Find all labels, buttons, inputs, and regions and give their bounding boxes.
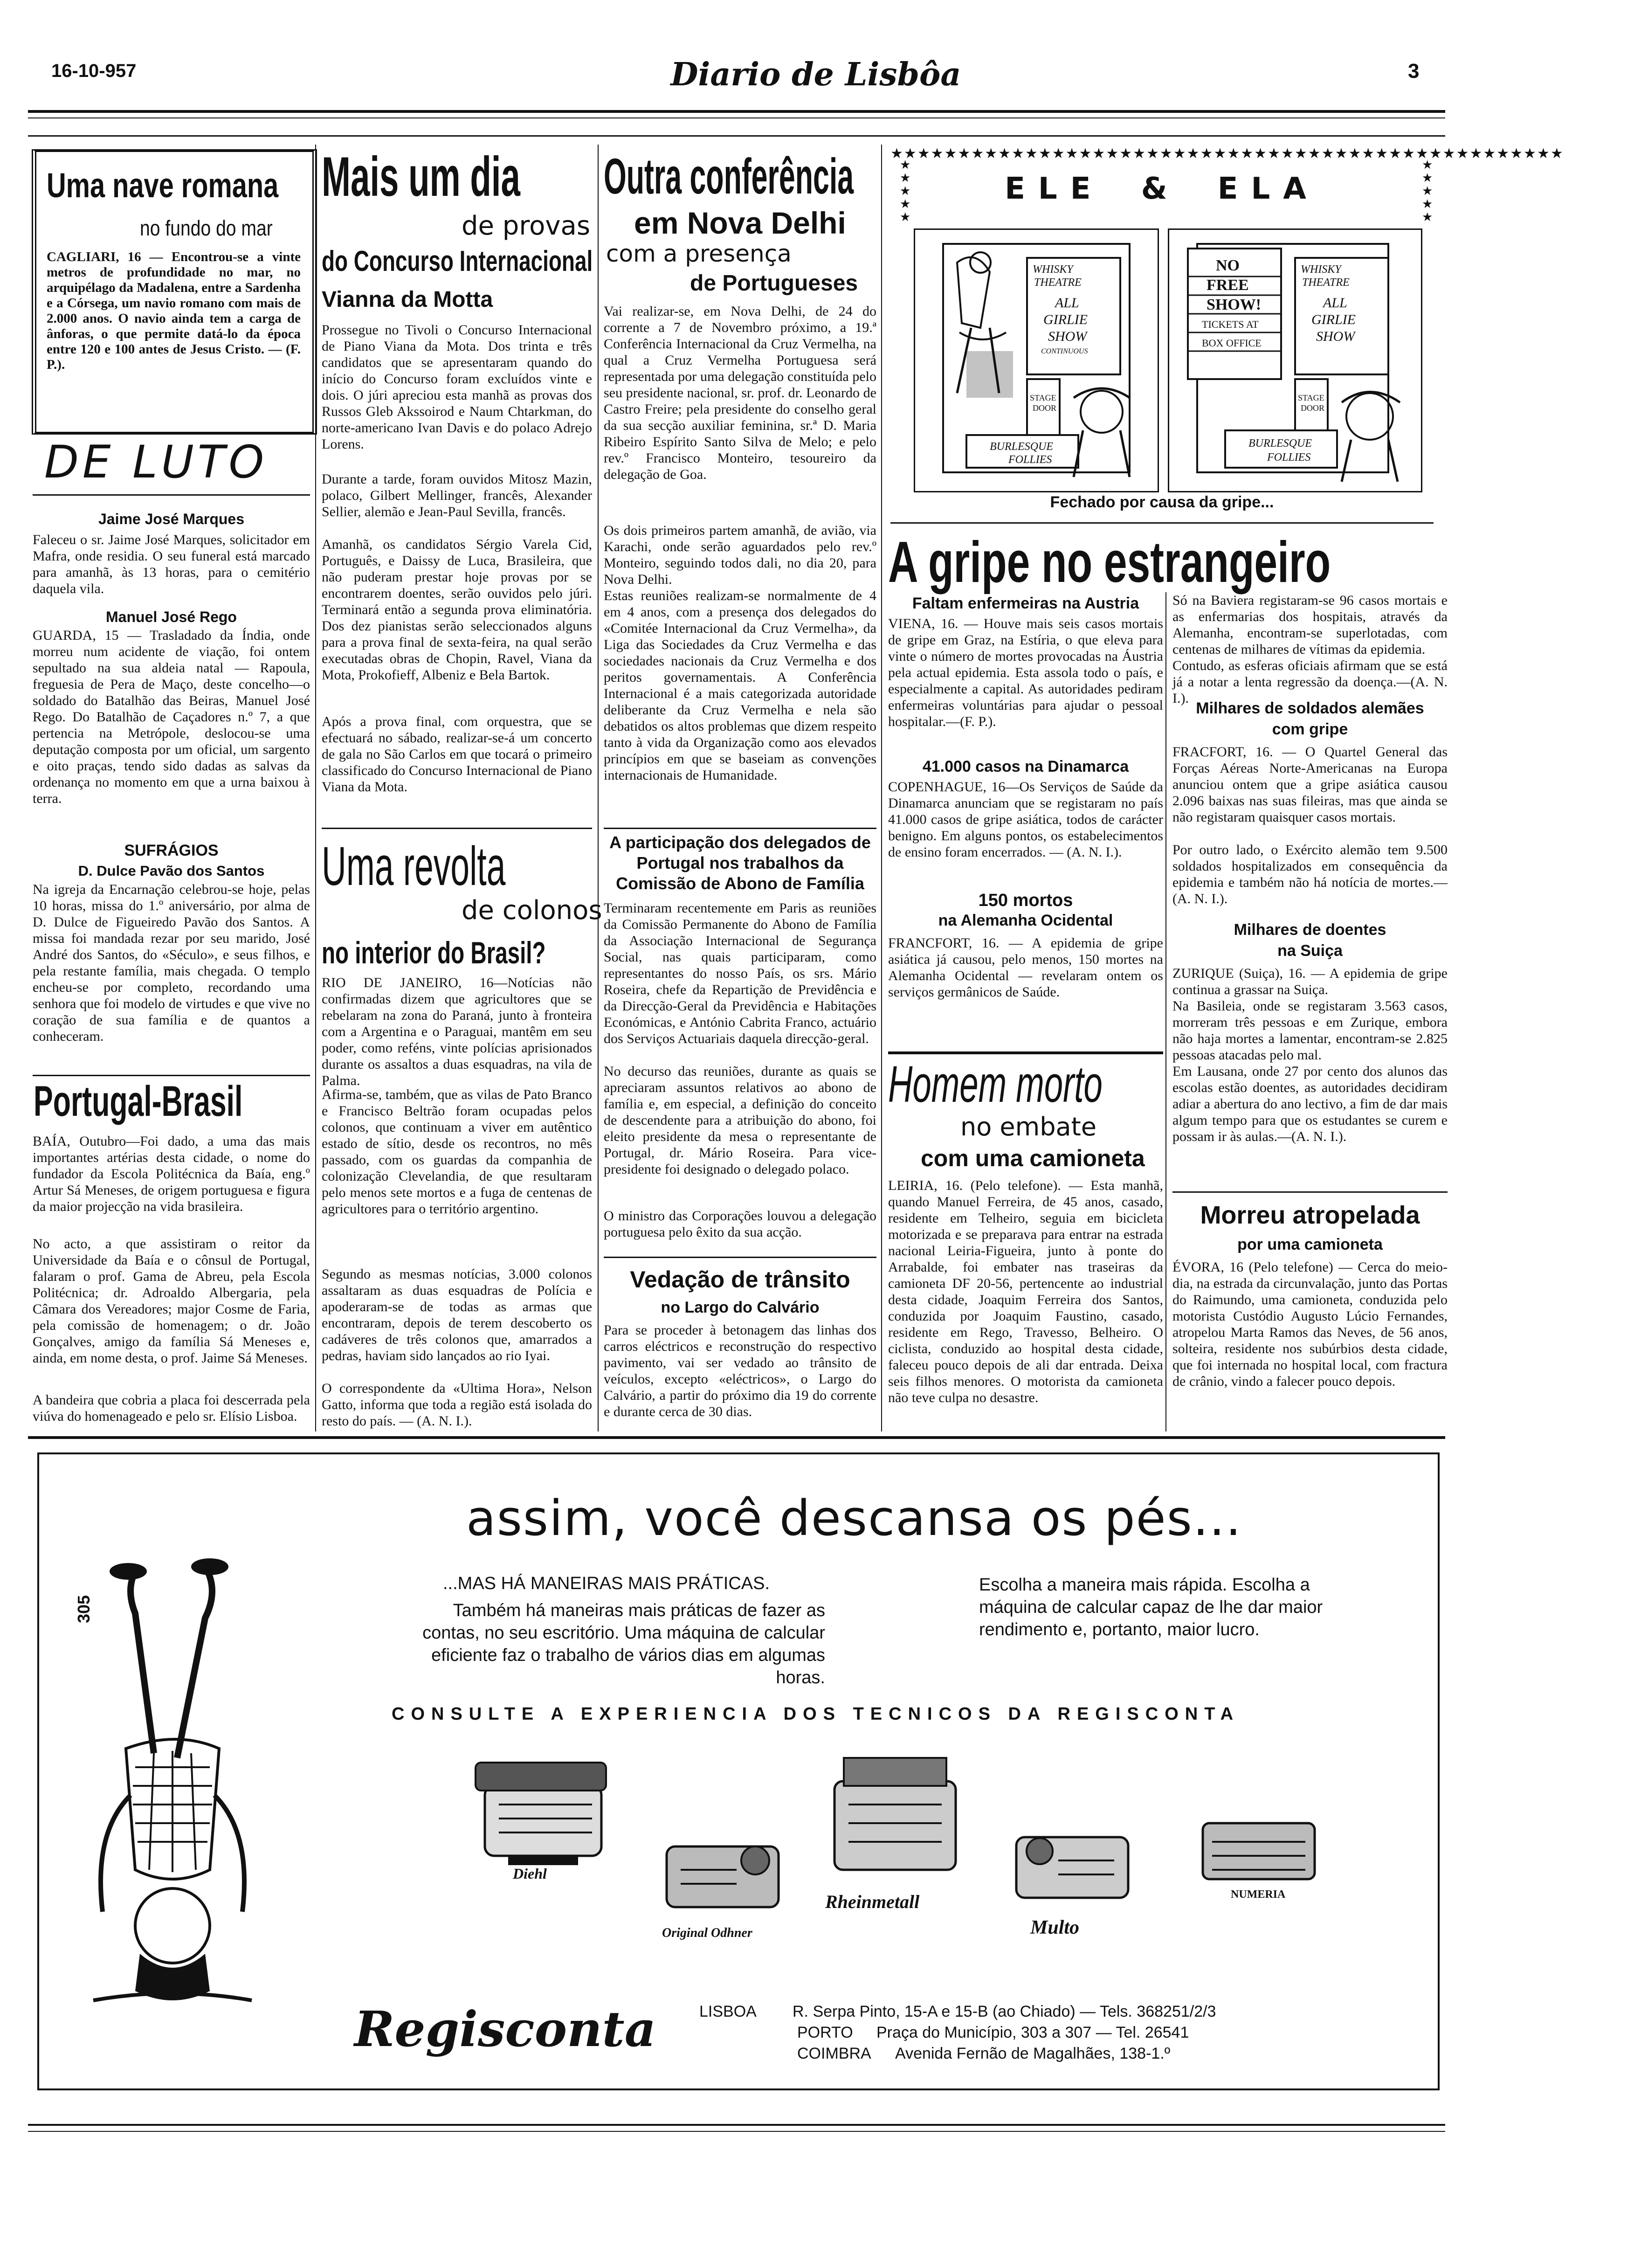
sufragios-body: Na igreja da Encarnação celebrou-se hoje, pelas 10 horas, missa do 1.º aniversário, por alma de D. Dulce de Figueiredo Pavão dos Santos. A missa foi mandada rezar por seu marido, José André dos Santos, do «Século», e seus filhos, e pela restante família, mais chegada. O templo encheu-se por completo, recordando uma senhora que foi modelo de virtudes e que vive no coração de sua família e de quantos a conheceram. bbox=[33, 882, 310, 1044]
concurso-body-3: Amanhã, os candidatos Sérgio Varela Cid, Português, e Daissy de Luca, Brasileira, que não puderam prestar hoje provas por se encontrarem doentes, serão ouvidos pelo júri. Terminará então a segunda prova eliminatória. Dos dez pianistas serão seleccionados alguns para a prova final de sexta-feira, na qual serão executadas obras de Chopin, Ravel, Viana da Mota, Prokofieff, Albeniz e Bela Bartok. bbox=[322, 537, 592, 683]
ad-machine-numeria bbox=[1193, 1805, 1324, 1888]
brasil-rule-top bbox=[33, 1075, 310, 1076]
masthead-date: 16-10-957 bbox=[51, 61, 137, 81]
revolta-subhead: no interior do Brasil? bbox=[322, 935, 546, 970]
ad-brand-numeria: NUMERIA bbox=[1231, 1888, 1286, 1901]
right-sign-boxoffice: BOX OFFICE bbox=[1202, 337, 1262, 349]
ad-brand-odhner: Original Odhner bbox=[662, 1926, 752, 1940]
ad-company-logo: Regisconta bbox=[354, 2000, 656, 2058]
left-sign-continuous: CONTINUOUS bbox=[1041, 347, 1088, 355]
ad-code: 305 bbox=[74, 1595, 94, 1624]
right-sign-free: FREE bbox=[1207, 277, 1249, 294]
left-sign-burlesque: BURLESQUE bbox=[990, 441, 1053, 453]
cartoon-stars-right: ★ ★ ★ ★ ★ bbox=[1422, 158, 1433, 224]
column-divider-4 bbox=[1165, 592, 1166, 1431]
revolta-headline: Uma revolta bbox=[322, 836, 506, 897]
ad-acrobat-illustration bbox=[65, 1553, 308, 2066]
cartoon-title-left: ELE bbox=[1005, 172, 1104, 206]
gripe-suica-body-2: Na Basileia, onde se registaram 3.563 casos, morreram três pessoas e em Zurique, embora não haja mortes a lamentar, encontram-se 2.825 pessoas atacadas pelo mal. bbox=[1172, 998, 1448, 1063]
ad-address-city-3: COIMBRA bbox=[797, 2045, 871, 2062]
delhi-subhead-2: de Portugueses bbox=[690, 271, 858, 296]
homem-headline: Homem morto bbox=[888, 1056, 1103, 1113]
cartoon-title-right: ELA bbox=[1217, 172, 1319, 206]
page-rule-secondary bbox=[28, 135, 1445, 137]
atropelada-body: ÉVORA, 16 (Pelo telefone) — Cerca do meio-dia, na estrada da circunvalação, junto das Portas do Raimundo, uma camioneta, conduzida pelo motorista Custódio Augusto Lúcio Fernandes, atropelou Marta Ramos das Neves, de 56 anos, solteira, residente nos subúrbios desta cidade, que foi internada no hospital local, com fractura de crânio, vindo a falecer pouco depois. bbox=[1172, 1259, 1448, 1389]
luto-rule bbox=[33, 494, 310, 496]
brasil-body-3: A bandeira que cobria a placa foi descerrada pela viúva do homenageado e pelo sr. Elísio Lisboa. bbox=[33, 1392, 310, 1424]
atropelada-subhead: por uma camioneta bbox=[1237, 1236, 1383, 1253]
gripe-suica-title-2: na Suiça bbox=[1277, 942, 1343, 960]
concurso-headline: Mais um dia bbox=[322, 145, 520, 208]
cartoon-star-border-top: ★★★★★★★★★★★★★★★★★★★★★★★★★★★★★★★★★★★★★★★★★★★★★★★★★★ bbox=[890, 145, 1564, 162]
ad-rule-top bbox=[28, 1436, 1445, 1439]
nave-headline: Uma nave romana bbox=[47, 166, 279, 205]
right-sign-stage: STAGE bbox=[1298, 393, 1324, 402]
homem-body: LEIRIA, 16. (Pelo telefone). — Esta manhã, quando Manuel Ferreira, de 45 anos, casado, residente em Telheiro, seguia em bicicleta motorizada e se preparava para entrar na estrada nacional Leiria-Figueira, junto à ponte do Arrabalde, foi embater nas traseiras da camioneta DF 20-56, pertencente ao industrial desta cidade, Joaquim Ferreira dos Santos, conduzida por Joaquim Faustino, casado, residente em Rego, Travesso, Belheiro. O ciclista, conduzido ao hospital desta cidade, faleceu pouco depois de ali dar entrada. Deixa seis filhos menores. O motorista da camioneta não teve culpa no desastre. bbox=[888, 1178, 1163, 1405]
left-sign-show: SHOW bbox=[1048, 329, 1087, 344]
gripe-alemanha-body-2: Só na Baviera registaram-se 96 casos mortais e as enfermarias dos hospitais, através da Alemanha, encontram-se superlotadas, com centenas de milhares de vítimas da epidemia. bbox=[1172, 593, 1448, 657]
ad-brand-rheinmetall: Rheinmetall bbox=[825, 1891, 920, 1912]
vedacao-rule-top bbox=[604, 1257, 876, 1258]
gripe-alemanha-title-2: na Alemanha Ocidental bbox=[938, 912, 1113, 929]
luto-body-2: GUARDA, 15 — Trasladado da Índia, onde morreu num acidente de viação, foi ontem sepultado na sua aldeia natal — Rapoula, freguesia de Pera de Maço, deste concelho—o soldado do Batalhão das Beiras, Manuel José Rego. Do Batalhão de Caçadores n.º 7, a que pertencia na Metrópole, deslocou-se uma deputação composta por um oficial, um sargento e oito praças, tendo sido dadas as salvas da ordenança no momento em que a urna baixou à terra. bbox=[33, 628, 310, 806]
right-sign-whisky: WHISKY bbox=[1301, 263, 1341, 276]
ad-consulte: CONSULTE A EXPERIENCIA DOS TECNICOS DA REGISCONTA bbox=[392, 1704, 1240, 1724]
delhi-body-1: Vai realizar-se, em Nova Delhi, de 24 do corrente a 7 de Novembro próximo, a 19.ª Conferência Internacional da Cruz Vermelha, na qual a Cruz Vermelha Portuguesa será representada por uma delegação constituída pelo seu presidente nacional, sr. prof. dr. Leonardo de Castro Freire; pela presidente do conselho geral da sua secção auxiliar feminina, sr.ª D. Maria Ribeiro Espírito Santo Silva de Melo; e pelo rev.º Francisco Monteiro, tesoureiro da delegação de Goa. bbox=[604, 304, 876, 482]
ad-address-city-2: PORTO bbox=[797, 2024, 853, 2041]
revolta-kicker: de colonos bbox=[462, 895, 602, 926]
concurso-body-4: Após a prova final, com orquestra, que se efectuará no sábado, realizar-se-á um concerto de gala no São Carlos em que tocará o primeiro classificado do Concurso Internacional de Piano Viana da Mota. bbox=[322, 714, 592, 795]
ad-address-city-1: LISBOA bbox=[699, 2003, 757, 2020]
left-sign-girlie: GIRLIE bbox=[1043, 312, 1088, 327]
brasil-body-2: No acto, a que assistiram o reitor da Universidade da Baía e o cônsul de Portugal, falaram o prof. Gama de Abreu, pela Escola Politécnica; dr. Adroaldo Albergaria, pela Câmara dos Vereadores; major Cosme de Faria, pela comissão de homenagem; o dr. João Gonçalves, amigo da família Sá Meneses e, ainda, em nome desta, o prof. Jaime Sá Meneses. bbox=[33, 1236, 310, 1366]
gripe-alemanha-body: FRANCFORT, 16. — A epidemia de gripe asiática já causou, pelo menos, 150 mortes na Alemanha Ocidental — revelaram ontem os serviços germânicos de Saúde. bbox=[888, 935, 1163, 1000]
gripe-austria-title: Faltam enfermeiras na Austria bbox=[912, 595, 1139, 612]
gripe-headline: A gripe no estrangeiro bbox=[888, 530, 1331, 595]
cartoon-panel-left bbox=[914, 228, 1159, 492]
concurso-subhead: do Concurso Internacional bbox=[322, 245, 593, 277]
ad-address-2: Praça do Município, 303 a 307 — Tel. 26541 bbox=[876, 2024, 1189, 2041]
column-divider-3 bbox=[881, 145, 882, 1431]
gripe-suica-body: ZURIQUE (Suiça), 16. — A epidemia de gripe continua a grassar na Suiça. bbox=[1172, 966, 1448, 997]
nave-subhead: no fundo do mar bbox=[140, 216, 273, 240]
abono-rule-top bbox=[604, 828, 876, 829]
homem-subhead: com uma camioneta bbox=[921, 1145, 1145, 1171]
right-sign-all: ALL bbox=[1323, 295, 1347, 311]
left-sign-door: DOOR bbox=[1033, 403, 1057, 413]
luto-name-2: Manuel José Rego bbox=[106, 608, 237, 625]
ad-brand-multo: Multo bbox=[1030, 1917, 1080, 1938]
gripe-dinamarca-body: COPENHAGUE, 16—Os Serviços de Saúde da Dinamarca anunciam que se registaram no país 41.000 casos de gripe asiática, todos de carácter benigno. Em alguns pontos, os estabelecimentos de ensino foram encerrados. — (A. N. I.). bbox=[888, 779, 1163, 860]
atropelada-headline: Morreu atropelada bbox=[1200, 1201, 1420, 1229]
delhi-body-2: Os dois primeiros partem amanhã, de avião, via Karachi, onde serão aguardados pelo rev.º Monteiro, seguindo todos dali, no dia 20, para Nova Delhi. bbox=[604, 523, 876, 587]
cartoon-title bbox=[890, 172, 1434, 206]
cartoon-rule-bottom bbox=[890, 522, 1434, 524]
gripe-suica-title-1: Milhares de doentes bbox=[1234, 921, 1386, 939]
cartoon-title-amp: & bbox=[1141, 172, 1180, 206]
abono-headline: A participação dos delegados de Portugal nos trabalhos da Comissão de Abono de Família bbox=[609, 833, 871, 893]
gripe-soldados-title-2: com gripe bbox=[1272, 720, 1348, 738]
delhi-body-3: Estas reuniões realizam-se normalmente de 4 em 4 anos, com a presença dos delegados do «Comitée Internacional da Cruz Vermelha», da Liga das Sociedades da Cruz Vermelha e das sociedades nacionais da Cruz Vermelha e dos peritos governamentais. A Conferência Internacional é a mais categorizada autoridade deliberante da Cruz Vermelha e nela são debatidos os altos problemas que dizem respeito tanto à vida da Organização como aos elevados princípios em que se baseiam as convenções internacionais de Humanidade. bbox=[604, 588, 876, 783]
vedacao-body: Para se proceder à betonagem das linhas dos carros eléctricos e reconstrução do respectivo pavimento, vai ser vedado ao trânsito de veículos, excepto «eléctricos», o Largo do Calvário, a partir do próximo dia 19 do corrente e durante cerca de 30 dias. bbox=[604, 1322, 876, 1419]
ad-left-intro: ...MAS HÁ MANEIRAS MAIS PRÁTICAS. bbox=[443, 1574, 770, 1593]
gripe-soldados-body: FRACFORT, 16. — O Quartel General das Forças Aéreas Norte-Americanas na Europa anunciou ontem que a gripe asiática causou 2.096 baixas nas suas fileiras, mas que ainda se não registaram quaisquer casos mortais. bbox=[1172, 744, 1448, 825]
ad-machine-multo bbox=[1002, 1809, 1142, 1912]
homem-rule-top bbox=[888, 1051, 1163, 1054]
ad-machine-odhner bbox=[653, 1819, 793, 1921]
revolta-body-4: O correspondente da «Ultima Hora», Nelson Gatto, informa que toda a região está isolada do resto do país. — (A. N. I.). bbox=[322, 1381, 592, 1429]
page-rule-bottom-1 bbox=[28, 2124, 1445, 2126]
right-sign-burlesque: BURLESQUE bbox=[1248, 437, 1312, 449]
column-divider-2 bbox=[598, 145, 599, 1431]
ad-right-body: Escolha a maneira mais rápida. Escolha a máquina de calcular capaz de lhe dar maior rendimento e, portanto, maior lucro. bbox=[979, 1575, 1323, 1639]
left-sign-whisky: WHISKY bbox=[1033, 263, 1073, 276]
brasil-body-1: BAÍA, Outubro—Foi dado, a uma das mais importantes artérias desta cidade, o nome do fundador da Escola Politécnica da Baía, eng.º Artur Sá Meneses, de origem portuguesa e figura da maior projecção na vida brasileira. bbox=[33, 1134, 310, 1214]
page-rule-bottom-2 bbox=[28, 2131, 1445, 2132]
concurso-subhead-2: Vianna da Motta bbox=[322, 287, 493, 312]
atropelada-rule-top bbox=[1172, 1191, 1448, 1193]
delhi-subhead: em Nova Delhi bbox=[634, 206, 846, 240]
cartoon-panel-right bbox=[1168, 228, 1422, 492]
ad-address-1: R. Serpa Pinto, 15-A e 15-B (ao Chiado) — Tels. 368251/2/3 bbox=[793, 2003, 1216, 2020]
abono-body-1: Terminaram recentemente em Paris as reuniões da Comissão Permanente do Abono de Família da Associação Internacional de Segurança Social, nas quais participaram, como representantes do nosso País, os srs. Mário Roseira, chefe da Repartição de Previdência e da Direcção-Geral da Previdência e Habitações Económicas, e António Cabrita Franco, actuário dos Serviços Actuariais daquela direcção-geral. bbox=[604, 900, 876, 1046]
nave-body: CAGLIARI, 16 — Encontrou-se a vinte metros de profundidade no mar, no arquipélago da Madalena, entre a Sardenha e a Córsega, um navio romano com mais de 2.000 anos. O navio ainda tem a carga de ânforas, o que permite datá-lo da época entre 120 e 100 antes de Jesus Cristo. — (F. P.). bbox=[47, 249, 301, 372]
gripe-suica-body-3: Em Lausana, onde 27 por cento dos alunos das escolas estão doentes, as autoridades decidiram adiar a abertura do ano lectivo, a fim de dar mais algum tempo para que os estudantes se curem e possam ir às aulas.—(A. N. I.). bbox=[1172, 1064, 1448, 1144]
gripe-alemanha-title-1: 150 mortos bbox=[978, 891, 1073, 910]
right-sign-show-b: SHOW bbox=[1316, 329, 1355, 344]
right-sign-show: SHOW! bbox=[1207, 296, 1262, 313]
left-sign-stage: STAGE bbox=[1030, 393, 1056, 402]
gripe-austria-body: VIENA, 16. — Houve mais seis casos mortais de gripe em Graz, na Estíria, o que eleva para vinte o número de mortes provocadas na Áustria pela actual epidemia. Esta assola todo o país, e especialmente a capital. As autoridades pediram enfermeiras voluntárias para ajudar o pessoal hospitalar.—(F. P.). bbox=[888, 616, 1163, 729]
delhi-kicker: com a presença bbox=[606, 240, 792, 267]
cartoon-caption: Fechado por causa da gripe... bbox=[1050, 493, 1274, 511]
right-sign-follies: FOLLIES bbox=[1267, 451, 1311, 463]
vedacao-headline: Vedação de trânsito bbox=[630, 1266, 850, 1293]
abono-body-2: No decurso das reuniões, durante as quais se apreciaram assuntos relativos ao abono de família e, em especial, a definição do conceito de descendente para a atribuição do abono, foi eleito presidente da mesa o representante de Portugal, dr. Mário Roseira. Para vice-presidente foi designado o delegado polaco. bbox=[604, 1064, 876, 1177]
sufragios-title: SUFRÁGIOS bbox=[124, 842, 219, 859]
luto-headline: DE LUTO bbox=[44, 436, 268, 488]
concurso-kicker: de provas bbox=[462, 211, 591, 241]
concurso-body-2: Durante a tarde, foram ouvidos Mitosz Mazin, polaco, Gilbert Mellinger, francês, Alexander Sellier, alemão e Jean-Paul Sevilla, francês. bbox=[322, 471, 592, 519]
ad-left-body: Também há maneiras mais práticas de fazer as contas, no seu escritório. Uma máquina de calcular eficiente faz o trabalho de vários dias em algumas horas. bbox=[422, 1601, 825, 1687]
gripe-dinamarca-title: 41.000 casos na Dinamarca bbox=[922, 758, 1129, 775]
revolta-body-2: Afirma-se, também, que as vilas de Pato Branco e Francisco Beltrão foram ocupadas pelos colonos, que continuam a viver em autêntico estado de sítio, desde os recontros, no mês passado, com os guardas da companhia de colonização Clevelandia, de que resultaram pelo menos sete mortos e a fuga de centenas de agricultores para o território argentino. bbox=[322, 1087, 592, 1217]
ad-machine-rheinmetall bbox=[820, 1744, 970, 1884]
gripe-soldados-body-2: Por outro lado, o Exército alemão tem 9.500 soldados hospitalizados em consequência da epidemia e também não há notícia de mortes.—(A. N. I.). bbox=[1172, 842, 1448, 906]
masthead-title: Diario de Lisbôa bbox=[670, 56, 961, 93]
ad-machine-diehl bbox=[466, 1744, 615, 1874]
vedacao-subhead: no Largo do Calvário bbox=[661, 1299, 820, 1316]
right-sign-door: DOOR bbox=[1301, 403, 1325, 413]
left-sign-all: ALL bbox=[1055, 295, 1079, 311]
luto-name-1: Jaime José Marques bbox=[98, 511, 245, 527]
right-sign-tickets: TICKETS AT bbox=[1202, 318, 1259, 330]
right-sign-theatre: THEATRE bbox=[1302, 277, 1350, 289]
masthead-rule-top bbox=[28, 110, 1445, 113]
gripe-alemanha-body-3: Contudo, as esferas oficiais afirmam que se está já a notar a lenta regressão da doença.—(A. N. I.). bbox=[1172, 658, 1448, 706]
ad-address-3: Avenida Fernão de Magalhães, 138-1.º bbox=[895, 2045, 1171, 2062]
brasil-headline: Portugal-Brasil bbox=[34, 1078, 243, 1125]
luto-body-1: Faleceu o sr. Jaime José Marques, solicitador em Mafra, onde residia. O seu funeral está marcado para amanhã, às 13 horas, para o cemitério daquela vila. bbox=[33, 532, 310, 596]
concurso-body-1: Prossegue no Tivoli o Concurso Internacional de Piano Viana da Mota. Dos trinta e três candidatos que se apresentaram quando do início do Concurso foram excluídos vinte e dois. O júri apreciou esta manhã as provas dos Russos Gleb Akssoirod e Naum Chtarkman, do norte-americano Ivan Davis e do polaco Adrejo Lorens. bbox=[322, 322, 592, 452]
gripe-soldados-title-1: Milhares de soldados alemães bbox=[1196, 699, 1424, 717]
ad-slogan: assim, você descansa os pés... bbox=[466, 1490, 1242, 1547]
delhi-headline: Outra conferência bbox=[604, 148, 854, 204]
revolta-rule-top bbox=[322, 828, 592, 829]
left-sign-theatre: THEATRE bbox=[1034, 277, 1082, 289]
cartoon-stars-left: ★ ★ ★ ★ ★ bbox=[900, 158, 911, 224]
sufragios-name: D. Dulce Pavão dos Santos bbox=[78, 863, 265, 879]
revolta-body-1: RIO DE JANEIRO, 16—Notícias não confirmadas dizem que agricultores que se rebelaram na zona do Paraná, junto à fronteira com a Argentina e o Paraguai, mantêm em seu poder, como reféns, vinte polícias aprisionados durante os assaltos a duas esquadras, na vila de Palma. bbox=[322, 975, 592, 1088]
ad-brand-diehl: Diehl bbox=[513, 1865, 547, 1882]
right-sign-girlie: GIRLIE bbox=[1311, 312, 1356, 327]
masthead-page-number: 3 bbox=[1408, 60, 1420, 83]
revolta-body-3: Segundo as mesmas notícias, 3.000 colonos assaltaram as duas esquadras de Polícia e apoderaram-se de todas as armas que encontraram, depois de terem descoberto os cadáveres de três colonos que, amarrados a pedras, haviam sido lançados ao rio Iyai. bbox=[322, 1266, 592, 1363]
abono-body-3: O ministro das Corporações louvou a delegação portuguesa pelo êxito da sua acção. bbox=[604, 1208, 876, 1240]
right-sign-no: NO bbox=[1216, 257, 1240, 274]
left-sign-follies: FOLLIES bbox=[1008, 454, 1052, 466]
homem-kicker: no embate bbox=[960, 1112, 1097, 1141]
